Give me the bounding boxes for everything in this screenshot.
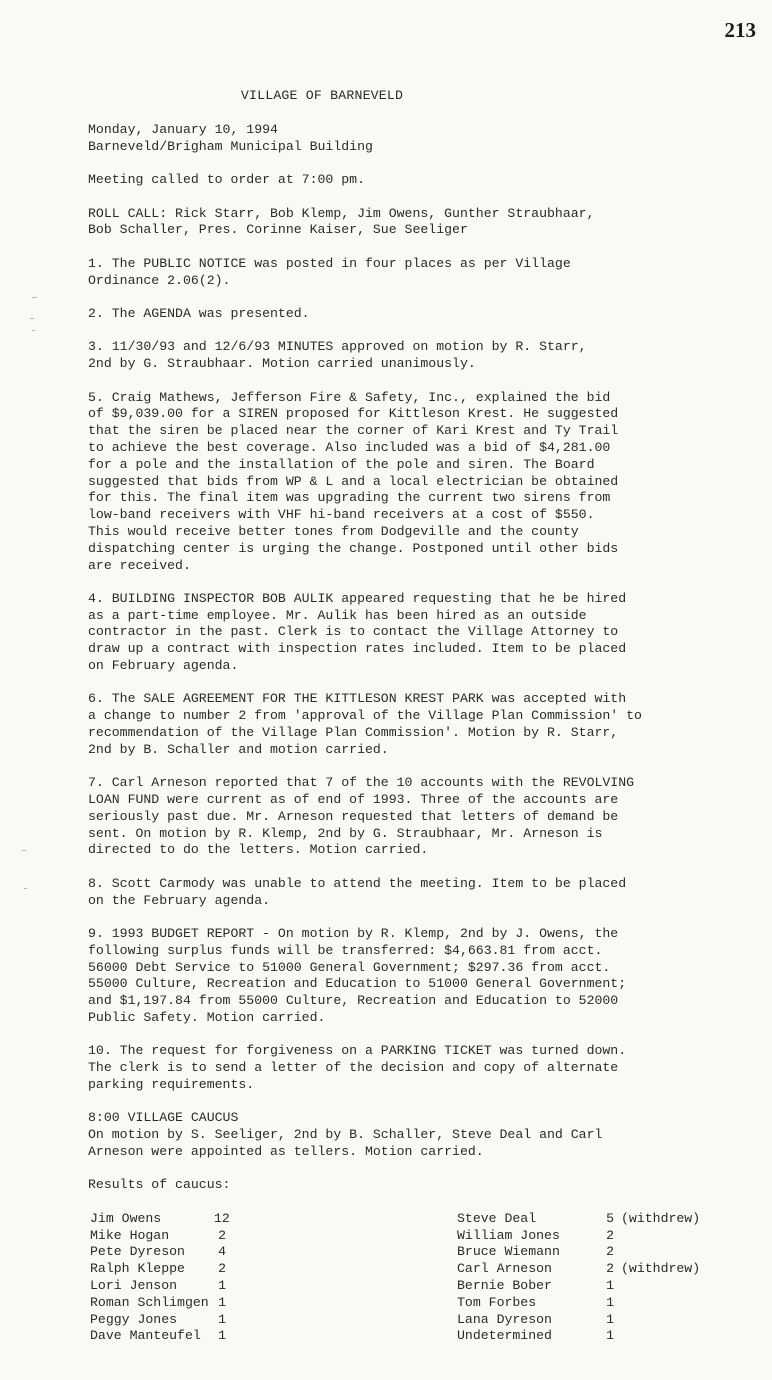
paragraph-line: Public Safety. Motion carried. (88, 1010, 326, 1025)
paragraph-line: sent. On motion by R. Klemp, 2nd by G. Straubhaar, Mr. Arneson is (88, 825, 603, 841)
minutes-paragraph (88, 876, 708, 910)
minutes-paragraph (88, 206, 708, 240)
paragraph-line: recommendation of the Village Plan Commission'. Motion by R. Starr, (88, 725, 619, 741)
paragraph-line: low-band receivers with VHF hi-band receivers at a cost of $550. (88, 507, 595, 523)
paragraph-line: 56000 Debt Service to 51000 General Government; $297.36 from acct. (88, 959, 611, 975)
result-votes: 2 (218, 1227, 226, 1243)
minutes-paragraph (88, 306, 708, 323)
minutes-paragraph (88, 926, 708, 1027)
result-row (457, 1228, 717, 1245)
minutes-paragraph (88, 256, 708, 290)
paragraph-line: for this. The final item was upgrading the current two sirens from (88, 490, 611, 506)
paragraph-line: 2nd by B. Schaller and motion carried. (88, 741, 389, 757)
result-row (90, 1295, 260, 1312)
paragraph-line: 6. The SALE AGREEMENT FOR THE KITTLESON KREST PARK was accepted with (88, 691, 627, 707)
result-row (90, 1228, 260, 1245)
paragraph-line: ROLL CALL: Rick Starr, Bob Klemp, Jim Owens, Gunther Straubhaar, (88, 205, 595, 221)
paragraph-line: draw up a contract with inspection rates included. Item to be placed (88, 641, 627, 657)
result-votes: 1 (606, 1294, 614, 1310)
result-votes: 1 (606, 1311, 614, 1327)
paragraph-line: Ordinance 2.06(2). (88, 272, 231, 288)
minutes-paragraph (88, 775, 708, 859)
scan-mark (24, 888, 27, 889)
paragraph-line: of $9,039.00 for a SIREN proposed for Kittleson Krest. He suggested (88, 406, 619, 422)
result-votes: 2 (218, 1261, 226, 1277)
paragraph-line: 2. The AGENDA was presented. (88, 305, 310, 321)
paragraph-line: Monday, January 10, 1994 (88, 122, 278, 137)
paragraph-line: Meeting called to order at 7:00 pm. (88, 172, 365, 188)
minutes-paragraph (88, 390, 708, 575)
result-name: Jim Owens (90, 1210, 162, 1226)
result-name: Bruce Wiemann (457, 1244, 560, 1260)
minutes-paragraph (88, 339, 708, 373)
paragraph-line: Barneveld/Brigham Municipal Building (88, 138, 373, 154)
paragraph-line: Bob Schaller, Pres. Corinne Kaiser, Sue Seeliger (88, 222, 468, 238)
result-votes: 2 (606, 1227, 614, 1243)
results-title: Results of caucus: (88, 1177, 231, 1193)
paragraph-line: contractor in the past. Clerk is to contact the Village Attorney to (88, 624, 619, 640)
result-votes: 2 (606, 1244, 614, 1260)
paragraph-line: 7. Carl Arneson reported that 7 of the 10 accounts with the REVOLVING (88, 775, 635, 791)
paragraph-line: directed to do the letters. Motion carried. (88, 842, 429, 858)
result-votes: 1 (606, 1328, 614, 1344)
result-name: Roman Schlimgen (90, 1294, 209, 1310)
result-name: Lori Jenson (90, 1277, 178, 1293)
paragraph-line: seriously past due. Mr. Arneson requested that letters of demand be (88, 808, 619, 824)
results-column-left (90, 1211, 260, 1345)
minutes-paragraph (88, 591, 708, 675)
paragraph-line: 8:00 VILLAGE CAUCUS (88, 1110, 239, 1126)
minutes-paragraph (88, 172, 708, 189)
paragraph-line: 4. BUILDING INSPECTOR BOB AULIK appeared requesting that he be hired (88, 590, 627, 606)
paragraph-line: Arneson were appointed as tellers. Motion carried. (88, 1143, 484, 1159)
paragraph-line: on February agenda. (88, 658, 239, 674)
paragraph-line: dispatching center is urging the change. Postponed until other bids (88, 540, 619, 556)
result-name: Dave Manteufel (90, 1328, 201, 1344)
paragraph-line: for a pole and the installation of the pole and siren. The Board (88, 456, 595, 472)
result-name: Bernie Bober (457, 1277, 552, 1293)
scan-mark (30, 318, 34, 319)
paragraph-line: and $1,197.84 from 55000 Culture, Recreation and Education to 52000 (88, 993, 619, 1009)
result-row (90, 1261, 260, 1278)
paragraph-line: following surplus funds will be transferred: $4,663.81 from acct. (88, 942, 603, 958)
paragraph-line: LOAN FUND were current as of end of 1993. Three of the accounts are (88, 792, 619, 808)
paragraph-line: 2nd by G. Straubhaar. Motion carried unanimously. (88, 356, 476, 372)
paragraph-line: parking requirements. (88, 1076, 255, 1092)
result-row (90, 1211, 260, 1228)
result-note: (withdrew) (621, 1210, 701, 1226)
paragraph-line: 55000 Culture, Recreation and Education to 51000 General Government; (88, 976, 627, 992)
paragraph-line: as a part-time employee. Mr. Aulik has been hired as an outside (88, 607, 587, 623)
result-row (457, 1211, 717, 1228)
result-name: Lana Dyreson (457, 1311, 552, 1327)
result-votes: 1 (218, 1294, 226, 1310)
results-column-right (457, 1211, 717, 1345)
paragraph-line: to achieve the best coverage. Also included was a bid of $4,281.00 (88, 439, 611, 455)
paragraph-line: 9. 1993 BUDGET REPORT - On motion by R. Klemp, 2nd by J. Owens, the (88, 926, 619, 942)
result-name: Pete Dyreson (90, 1244, 185, 1260)
scan-mark (32, 297, 37, 298)
result-row (90, 1328, 260, 1345)
result-row (457, 1278, 717, 1295)
caucus-results (88, 1211, 708, 1351)
paragraph-line: that the siren be placed near the corner of Kari Krest and Ty Trail (88, 423, 619, 439)
paragraph-line: 3. 11/30/93 and 12/6/93 MINUTES approved on motion by R. Starr, (88, 339, 587, 355)
paragraph-list (88, 122, 708, 1161)
scan-mark (22, 850, 26, 851)
result-votes: 2 (606, 1261, 614, 1277)
result-votes: 4 (218, 1244, 226, 1260)
paragraph-line: 1. The PUBLIC NOTICE was posted in four places as per Village (88, 255, 571, 271)
result-row (457, 1328, 717, 1345)
result-note: (withdrew) (621, 1261, 701, 1277)
paragraph-line: 8. Scott Carmody was unable to attend the meeting. Item to be placed (88, 875, 627, 891)
result-name: Peggy Jones (90, 1311, 178, 1327)
result-votes: 1 (218, 1311, 226, 1327)
result-name: Steve Deal (457, 1210, 537, 1226)
result-name: Carl Arneson (457, 1261, 552, 1277)
result-row (90, 1244, 260, 1261)
paragraph-line: are received. (88, 557, 191, 573)
minutes-paragraph (88, 122, 708, 156)
result-votes: 12 (214, 1210, 230, 1226)
result-name: Undetermined (457, 1328, 552, 1344)
result-row (457, 1261, 717, 1278)
minutes-paragraph (88, 691, 708, 758)
paragraph-line: on the February agenda. (88, 892, 271, 908)
paragraph-line: a change to number 2 from 'approval of the Village Plan Commission' to (88, 708, 642, 724)
paragraph-line: 10. The request for forgiveness on a PARKING TICKET was turned down. (88, 1043, 627, 1059)
paragraph-line: The clerk is to send a letter of the decision and copy of alternate (88, 1060, 619, 1076)
minutes-body (88, 122, 708, 1351)
result-votes: 5 (606, 1210, 614, 1226)
paragraph-line: This would receive better tones from Dodgeville and the county (88, 523, 579, 539)
paragraph-line: suggested that bids from WP & L and a local electrician be obtained (88, 473, 619, 489)
scan-mark (32, 330, 35, 331)
document-heading: VILLAGE OF BARNEVELD (240, 88, 404, 103)
result-row (457, 1244, 717, 1261)
result-name: Ralph Kleppe (90, 1261, 185, 1277)
result-name: Mike Hogan (90, 1227, 170, 1243)
minutes-paragraph (88, 1110, 708, 1160)
result-row (457, 1295, 717, 1312)
minutes-paragraph (88, 1043, 708, 1093)
result-name: Tom Forbes (457, 1294, 537, 1310)
result-name: William Jones (457, 1227, 560, 1243)
result-votes: 1 (218, 1277, 226, 1293)
paragraph-line: On motion by S. Seeliger, 2nd by B. Schaller, Steve Deal and Carl (88, 1127, 603, 1143)
result-row (457, 1312, 717, 1329)
paragraph-line: 5. Craig Mathews, Jefferson Fire & Safety, Inc., explained the bid (88, 389, 611, 405)
result-row (90, 1312, 260, 1329)
result-votes: 1 (218, 1328, 226, 1344)
page-number: 213 (724, 18, 756, 42)
result-row (90, 1278, 260, 1295)
result-votes: 1 (606, 1277, 614, 1293)
